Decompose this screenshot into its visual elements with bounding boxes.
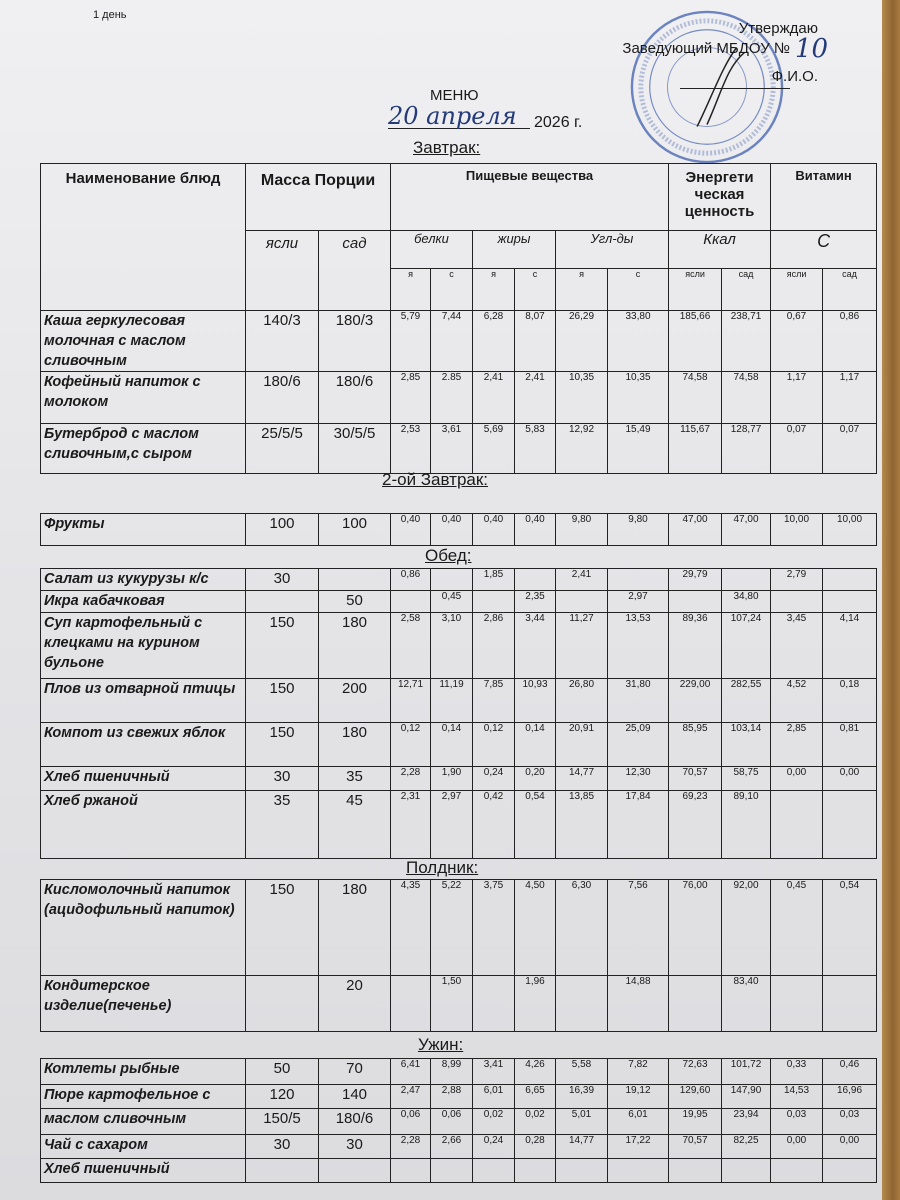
dish-name: Хлеб пшеничный [41, 1159, 246, 1183]
nutrient-value: 0,00 [771, 767, 823, 791]
nutrient-value: 0,06 [391, 1109, 431, 1135]
nutrient-value [431, 1159, 473, 1183]
nutrient-value: 6,28 [473, 311, 515, 372]
nutrient-value [391, 1159, 431, 1183]
nutrient-value: 10,00 [771, 514, 823, 546]
nutrient-value: 0,03 [823, 1109, 877, 1135]
nutrient-value: 3,75 [473, 880, 515, 976]
nutrient-value: 7,56 [608, 880, 669, 976]
menu-header-table [40, 163, 877, 311]
header-energy: Энергети ческая ценность [669, 164, 771, 231]
section-dinner: Ужин: [418, 1035, 464, 1054]
mass-garden: 180 [319, 880, 391, 976]
mass-nursery: 35 [246, 791, 319, 859]
nutrient-value [771, 1159, 823, 1183]
nutrient-value: 7,85 [473, 679, 515, 723]
nutrient-value: 2,53 [391, 424, 431, 474]
nutrient-value: 128,77 [722, 424, 771, 474]
nutrient-value: 0,06 [431, 1109, 473, 1135]
nutrient-value: 4,52 [771, 679, 823, 723]
nutrient-value: 10,93 [515, 679, 556, 723]
nutrient-value: 17,22 [608, 1135, 669, 1159]
header-garden: сад [319, 231, 391, 311]
nutrient-value: 1,96 [515, 976, 556, 1032]
mass-garden [319, 569, 391, 591]
nutrient-value: 10,35 [608, 372, 669, 424]
nutrient-value: 9,80 [556, 514, 608, 546]
table-row [41, 679, 877, 723]
nutrient-value: 74,58 [722, 372, 771, 424]
nutrient-value [669, 1159, 722, 1183]
mass-nursery: 30 [246, 767, 319, 791]
mass-garden: 140 [319, 1085, 391, 1109]
nutrient-value: 5,83 [515, 424, 556, 474]
nutrient-value: 12,30 [608, 767, 669, 791]
nutrient-value [473, 976, 515, 1032]
nutrient-value [823, 1159, 877, 1183]
nutrient-value: 11,27 [556, 613, 608, 679]
nutrient-value: 8,99 [431, 1059, 473, 1085]
dish-name: Компот из свежих яблок [41, 723, 246, 767]
mass-garden: 200 [319, 679, 391, 723]
nutrient-value: 14,53 [771, 1085, 823, 1109]
nutrient-value: 0,12 [391, 723, 431, 767]
mass-garden: 35 [319, 767, 391, 791]
section-snack: Полдник: [406, 858, 479, 877]
nutrient-value: 0,42 [473, 791, 515, 859]
nutrient-value: 69,23 [669, 791, 722, 859]
nutrient-value: 33,80 [608, 311, 669, 372]
mass-nursery [246, 976, 319, 1032]
header-vitc-nursery: ясли [771, 269, 823, 311]
nutrient-value: 2,86 [473, 613, 515, 679]
mass-nursery: 140/3 [246, 311, 319, 372]
nutrient-value [391, 976, 431, 1032]
nutrient-value: 7,82 [608, 1059, 669, 1085]
nutrient-value: 0,40 [515, 514, 556, 546]
header-vitc-garden: сад [823, 269, 877, 311]
nutrient-value [515, 569, 556, 591]
nutrient-value: 0,00 [771, 1135, 823, 1159]
nutrient-value: 0,45 [431, 591, 473, 613]
nutrient-value: 19,12 [608, 1085, 669, 1109]
mass-garden: 45 [319, 791, 391, 859]
header-proteins-s: с [431, 269, 473, 311]
nutrient-value [391, 591, 431, 613]
nutrient-value: 0,03 [771, 1109, 823, 1135]
nutrient-value: 72,63 [669, 1059, 722, 1085]
section-breakfast: Завтрак: [413, 138, 481, 157]
nutrient-value [556, 591, 608, 613]
nutrient-value: 1,85 [473, 569, 515, 591]
dish-name: Хлеб ржаной [41, 791, 246, 859]
mass-nursery: 25/5/5 [246, 424, 319, 474]
nutrient-value: 0,00 [823, 1135, 877, 1159]
table-row [41, 791, 877, 859]
nutrient-value [722, 569, 771, 591]
nutrient-value: 2,41 [556, 569, 608, 591]
nutrient-value: 4,26 [515, 1059, 556, 1085]
nutrient-value: 5,79 [391, 311, 431, 372]
table-row [41, 723, 877, 767]
dish-name: Пюре картофельное с [41, 1085, 246, 1109]
header-fats-s: с [515, 269, 556, 311]
mass-garden: 180/6 [319, 1109, 391, 1135]
table-surface [882, 0, 900, 1200]
nutrient-value [473, 591, 515, 613]
mass-garden: 180 [319, 613, 391, 679]
mass-nursery [246, 1159, 319, 1183]
nutrient-value: 14,77 [556, 767, 608, 791]
nutrient-value: 6,30 [556, 880, 608, 976]
nutrient-value: 29,79 [669, 569, 722, 591]
approve-label: Утверждаю [738, 20, 818, 37]
dish-name: Салат из кукурузы к/с [41, 569, 246, 591]
nutrient-value: 89,36 [669, 613, 722, 679]
nutrient-value: 2,79 [771, 569, 823, 591]
nutrient-value: 58,75 [722, 767, 771, 791]
table-row [41, 1159, 877, 1183]
mass-nursery: 150 [246, 613, 319, 679]
nutrient-value: 11,19 [431, 679, 473, 723]
nutrient-value: 5,69 [473, 424, 515, 474]
nutrient-value: 2,41 [515, 372, 556, 424]
header-carbs-s: с [608, 269, 669, 311]
mass-nursery: 150 [246, 723, 319, 767]
nutrient-value: 26,29 [556, 311, 608, 372]
mass-nursery: 150 [246, 679, 319, 723]
nutrient-value: 82,25 [722, 1135, 771, 1159]
nutrient-value: 76,00 [669, 880, 722, 976]
nutrient-value [823, 569, 877, 591]
nutrient-value: 185,66 [669, 311, 722, 372]
nutrient-value: 2,58 [391, 613, 431, 679]
dish-name: Котлеты рыбные [41, 1059, 246, 1085]
nutrient-value: 3,44 [515, 613, 556, 679]
menu-year: 2026 г. [534, 114, 583, 131]
nutrient-value [515, 1159, 556, 1183]
mass-nursery: 30 [246, 1135, 319, 1159]
dish-name: Чай с сахаром [41, 1135, 246, 1159]
nutrient-value [556, 976, 608, 1032]
nutrient-value: 12,92 [556, 424, 608, 474]
nutrient-value: 129,60 [669, 1085, 722, 1109]
nutrient-value: 0,40 [391, 514, 431, 546]
nutrient-value [431, 569, 473, 591]
nutrient-value: 16,39 [556, 1085, 608, 1109]
nutrient-value: 1,50 [431, 976, 473, 1032]
header-vitamin-c: С [771, 231, 877, 269]
nutrient-value: 31,80 [608, 679, 669, 723]
nutrient-value: 5,01 [556, 1109, 608, 1135]
nutrient-value: 0,40 [473, 514, 515, 546]
header-carbs: Угл-ды [556, 231, 669, 269]
table-row [41, 372, 877, 424]
nutrient-value [823, 976, 877, 1032]
nutrient-value: 101,72 [722, 1059, 771, 1085]
table-row [41, 880, 877, 976]
nutrient-value: 10,00 [823, 514, 877, 546]
nutrient-value: 0,02 [473, 1109, 515, 1135]
header-nutrients: Пищевые вещества [391, 164, 669, 231]
nutrient-value: 0,02 [515, 1109, 556, 1135]
nutrient-value: 0,12 [473, 723, 515, 767]
nutrient-value: 92,00 [722, 880, 771, 976]
signature-name-label: Ф.И.О. [771, 68, 818, 85]
nutrient-value: 2.85 [431, 372, 473, 424]
nutrient-value: 147,90 [722, 1085, 771, 1109]
nutrient-value: 25,09 [608, 723, 669, 767]
header-fats-ya: я [473, 269, 515, 311]
nutrient-value: 10,35 [556, 372, 608, 424]
mass-nursery: 100 [246, 514, 319, 546]
nutrient-value: 2,28 [391, 1135, 431, 1159]
nutrient-value: 2,85 [391, 372, 431, 424]
table-row [41, 514, 877, 546]
nutrient-value: 0,07 [771, 424, 823, 474]
nutrient-value: 1,90 [431, 767, 473, 791]
nutrient-value: 282,55 [722, 679, 771, 723]
header-proteins-ya: я [391, 269, 431, 311]
table-row [41, 613, 877, 679]
nutrient-value: 0,20 [515, 767, 556, 791]
nutrient-value: 7,44 [431, 311, 473, 372]
nutrient-value [771, 591, 823, 613]
nutrient-value: 0,54 [515, 791, 556, 859]
nutrient-value: 115,67 [669, 424, 722, 474]
nutrient-value: 12,71 [391, 679, 431, 723]
table-dinner [40, 1058, 877, 1183]
nutrient-value [669, 976, 722, 1032]
table-row [41, 767, 877, 791]
table-row [41, 1135, 877, 1159]
table-lunch [40, 568, 877, 859]
nutrient-value: 15,49 [608, 424, 669, 474]
menu-title: МЕНЮ [430, 87, 479, 104]
mass-garden: 180/6 [319, 372, 391, 424]
dish-name: Суп картофельный с клецками на курином бульоне [41, 613, 246, 679]
mass-nursery: 120 [246, 1085, 319, 1109]
nutrient-value: 5,22 [431, 880, 473, 976]
nutrient-value: 8,07 [515, 311, 556, 372]
nutrient-value: 20,91 [556, 723, 608, 767]
mass-nursery: 150 [246, 880, 319, 976]
nutrient-value: 17,84 [608, 791, 669, 859]
nutrient-value: 14,77 [556, 1135, 608, 1159]
nutrient-value: 9,80 [608, 514, 669, 546]
nutrient-value: 0,86 [823, 311, 877, 372]
mass-garden: 180/3 [319, 311, 391, 372]
nutrient-value: 0,86 [391, 569, 431, 591]
nutrient-value: 70,57 [669, 767, 722, 791]
dish-name: Кондитерское изделие(печенье) [41, 976, 246, 1032]
nutrient-value: 14,88 [608, 976, 669, 1032]
nutrient-value: 0,14 [515, 723, 556, 767]
nutrient-value: 19,95 [669, 1109, 722, 1135]
nutrient-value: 0,24 [473, 1135, 515, 1159]
header-kcal-nursery: ясли [669, 269, 722, 311]
nutrient-value: 0,33 [771, 1059, 823, 1085]
dish-name: Кисломолочный напиток (ацидофильный напиток) [41, 880, 246, 976]
nutrient-value: 6,41 [391, 1059, 431, 1085]
header-nursery: ясли [246, 231, 319, 311]
nutrient-value: 0,28 [515, 1135, 556, 1159]
nutrient-value: 1,17 [771, 372, 823, 424]
nutrient-value [669, 591, 722, 613]
dish-name: Плов из отварной птицы [41, 679, 246, 723]
mass-nursery [246, 591, 319, 613]
nutrient-value: 3,61 [431, 424, 473, 474]
nutrient-value: 70,57 [669, 1135, 722, 1159]
nutrient-value: 2,35 [515, 591, 556, 613]
nutrient-value [608, 1159, 669, 1183]
nutrient-value: 85,95 [669, 723, 722, 767]
day-label: 1 день [93, 9, 127, 21]
nutrient-value: 0,67 [771, 311, 823, 372]
table-row [41, 424, 877, 474]
nutrient-value: 13,53 [608, 613, 669, 679]
mass-garden: 180 [319, 723, 391, 767]
dish-name: Фрукты [41, 514, 246, 546]
nutrient-value: 4,50 [515, 880, 556, 976]
table-snack [40, 879, 877, 1032]
nutrient-value: 0,45 [771, 880, 823, 976]
header-kcal: Ккал [669, 231, 771, 269]
nutrient-value: 83,40 [722, 976, 771, 1032]
nutrient-value [771, 976, 823, 1032]
nutrient-value [608, 569, 669, 591]
dish-name: маслом сливочным [41, 1109, 246, 1135]
mass-garden [319, 1159, 391, 1183]
nutrient-value: 6,01 [473, 1085, 515, 1109]
nutrient-value [823, 591, 877, 613]
header-proteins: белки [391, 231, 473, 269]
mass-nursery: 180/6 [246, 372, 319, 424]
nutrient-value: 3,45 [771, 613, 823, 679]
nutrient-value: 2,41 [473, 372, 515, 424]
header-mass: Масса Порции [246, 164, 391, 231]
nutrient-value [771, 791, 823, 859]
nutrient-value: 26,80 [556, 679, 608, 723]
nutrient-value: 0,81 [823, 723, 877, 767]
nutrient-value: 2,66 [431, 1135, 473, 1159]
nutrient-value: 2,85 [771, 723, 823, 767]
table-row [41, 569, 877, 591]
table-row [41, 1059, 877, 1085]
nutrient-value: 3,10 [431, 613, 473, 679]
header-vitamin: Витамин [771, 164, 877, 231]
mass-nursery: 30 [246, 569, 319, 591]
nutrient-value: 2,88 [431, 1085, 473, 1109]
nutrient-value: 47,00 [669, 514, 722, 546]
table-row [41, 591, 877, 613]
nutrient-value: 103,14 [722, 723, 771, 767]
nutrient-value: 238,71 [722, 311, 771, 372]
table-row [41, 1109, 877, 1135]
mass-garden: 20 [319, 976, 391, 1032]
dish-name: Кофейный напиток с молоком [41, 372, 246, 424]
nutrient-value: 47,00 [722, 514, 771, 546]
header-fats: жиры [473, 231, 556, 269]
nutrient-value: 2,28 [391, 767, 431, 791]
nutrient-value: 1,17 [823, 372, 877, 424]
nutrient-value: 74,58 [669, 372, 722, 424]
section-breakfast2: 2-ой Завтрак: [382, 470, 489, 489]
nutrient-value: 13,85 [556, 791, 608, 859]
nutrient-value: 5,58 [556, 1059, 608, 1085]
nutrient-value: 89,10 [722, 791, 771, 859]
nutrient-value: 0,46 [823, 1059, 877, 1085]
nutrient-value: 4,35 [391, 880, 431, 976]
mass-garden: 30/5/5 [319, 424, 391, 474]
header-dish: Наименование блюд [41, 164, 246, 311]
table-row [41, 1085, 877, 1109]
mass-garden: 70 [319, 1059, 391, 1085]
menu-date-handwritten: 20 апреля [388, 104, 530, 129]
dish-name: Каша геркулесовая молочная с маслом сливочным [41, 311, 246, 372]
section-lunch: Обед: [425, 546, 472, 565]
table-breakfast [40, 310, 877, 474]
dish-name: Хлеб пшеничный [41, 767, 246, 791]
mass-garden: 100 [319, 514, 391, 546]
nutrient-value: 2,47 [391, 1085, 431, 1109]
nutrient-value: 0,40 [431, 514, 473, 546]
nutrient-value: 6,01 [608, 1109, 669, 1135]
table-row [41, 976, 877, 1032]
nutrient-value: 107,24 [722, 613, 771, 679]
nutrient-value: 4,14 [823, 613, 877, 679]
nutrient-value [473, 1159, 515, 1183]
nutrient-value: 2,97 [431, 791, 473, 859]
institution-number: 10 [795, 34, 829, 64]
nutrient-value [556, 1159, 608, 1183]
nutrient-value [823, 791, 877, 859]
nutrient-value: 3,41 [473, 1059, 515, 1085]
nutrient-value: 34,80 [722, 591, 771, 613]
mass-nursery: 150/5 [246, 1109, 319, 1135]
dish-name: Бутерброд с маслом сливочным,с сыром [41, 424, 246, 474]
table-row [41, 311, 877, 372]
nutrient-value: 0,00 [823, 767, 877, 791]
mass-garden: 50 [319, 591, 391, 613]
nutrient-value: 6,65 [515, 1085, 556, 1109]
nutrient-value: 0,14 [431, 723, 473, 767]
table-breakfast2 [40, 513, 877, 546]
dish-name: Икра кабачковая [41, 591, 246, 613]
mass-nursery: 50 [246, 1059, 319, 1085]
nutrient-value: 2,31 [391, 791, 431, 859]
nutrient-value [722, 1159, 771, 1183]
head-title: Заведующий МБДОУ № [622, 40, 790, 57]
nutrient-value: 229,00 [669, 679, 722, 723]
nutrient-value: 0,18 [823, 679, 877, 723]
header-carbs-ya: я [556, 269, 608, 311]
nutrient-value: 0,07 [823, 424, 877, 474]
nutrient-value: 23,94 [722, 1109, 771, 1135]
nutrient-value: 16,96 [823, 1085, 877, 1109]
mass-garden: 30 [319, 1135, 391, 1159]
nutrient-value: 2,97 [608, 591, 669, 613]
header-kcal-garden: сад [722, 269, 771, 311]
nutrient-value: 0,54 [823, 880, 877, 976]
nutrient-value: 0,24 [473, 767, 515, 791]
signature-line [680, 88, 790, 89]
